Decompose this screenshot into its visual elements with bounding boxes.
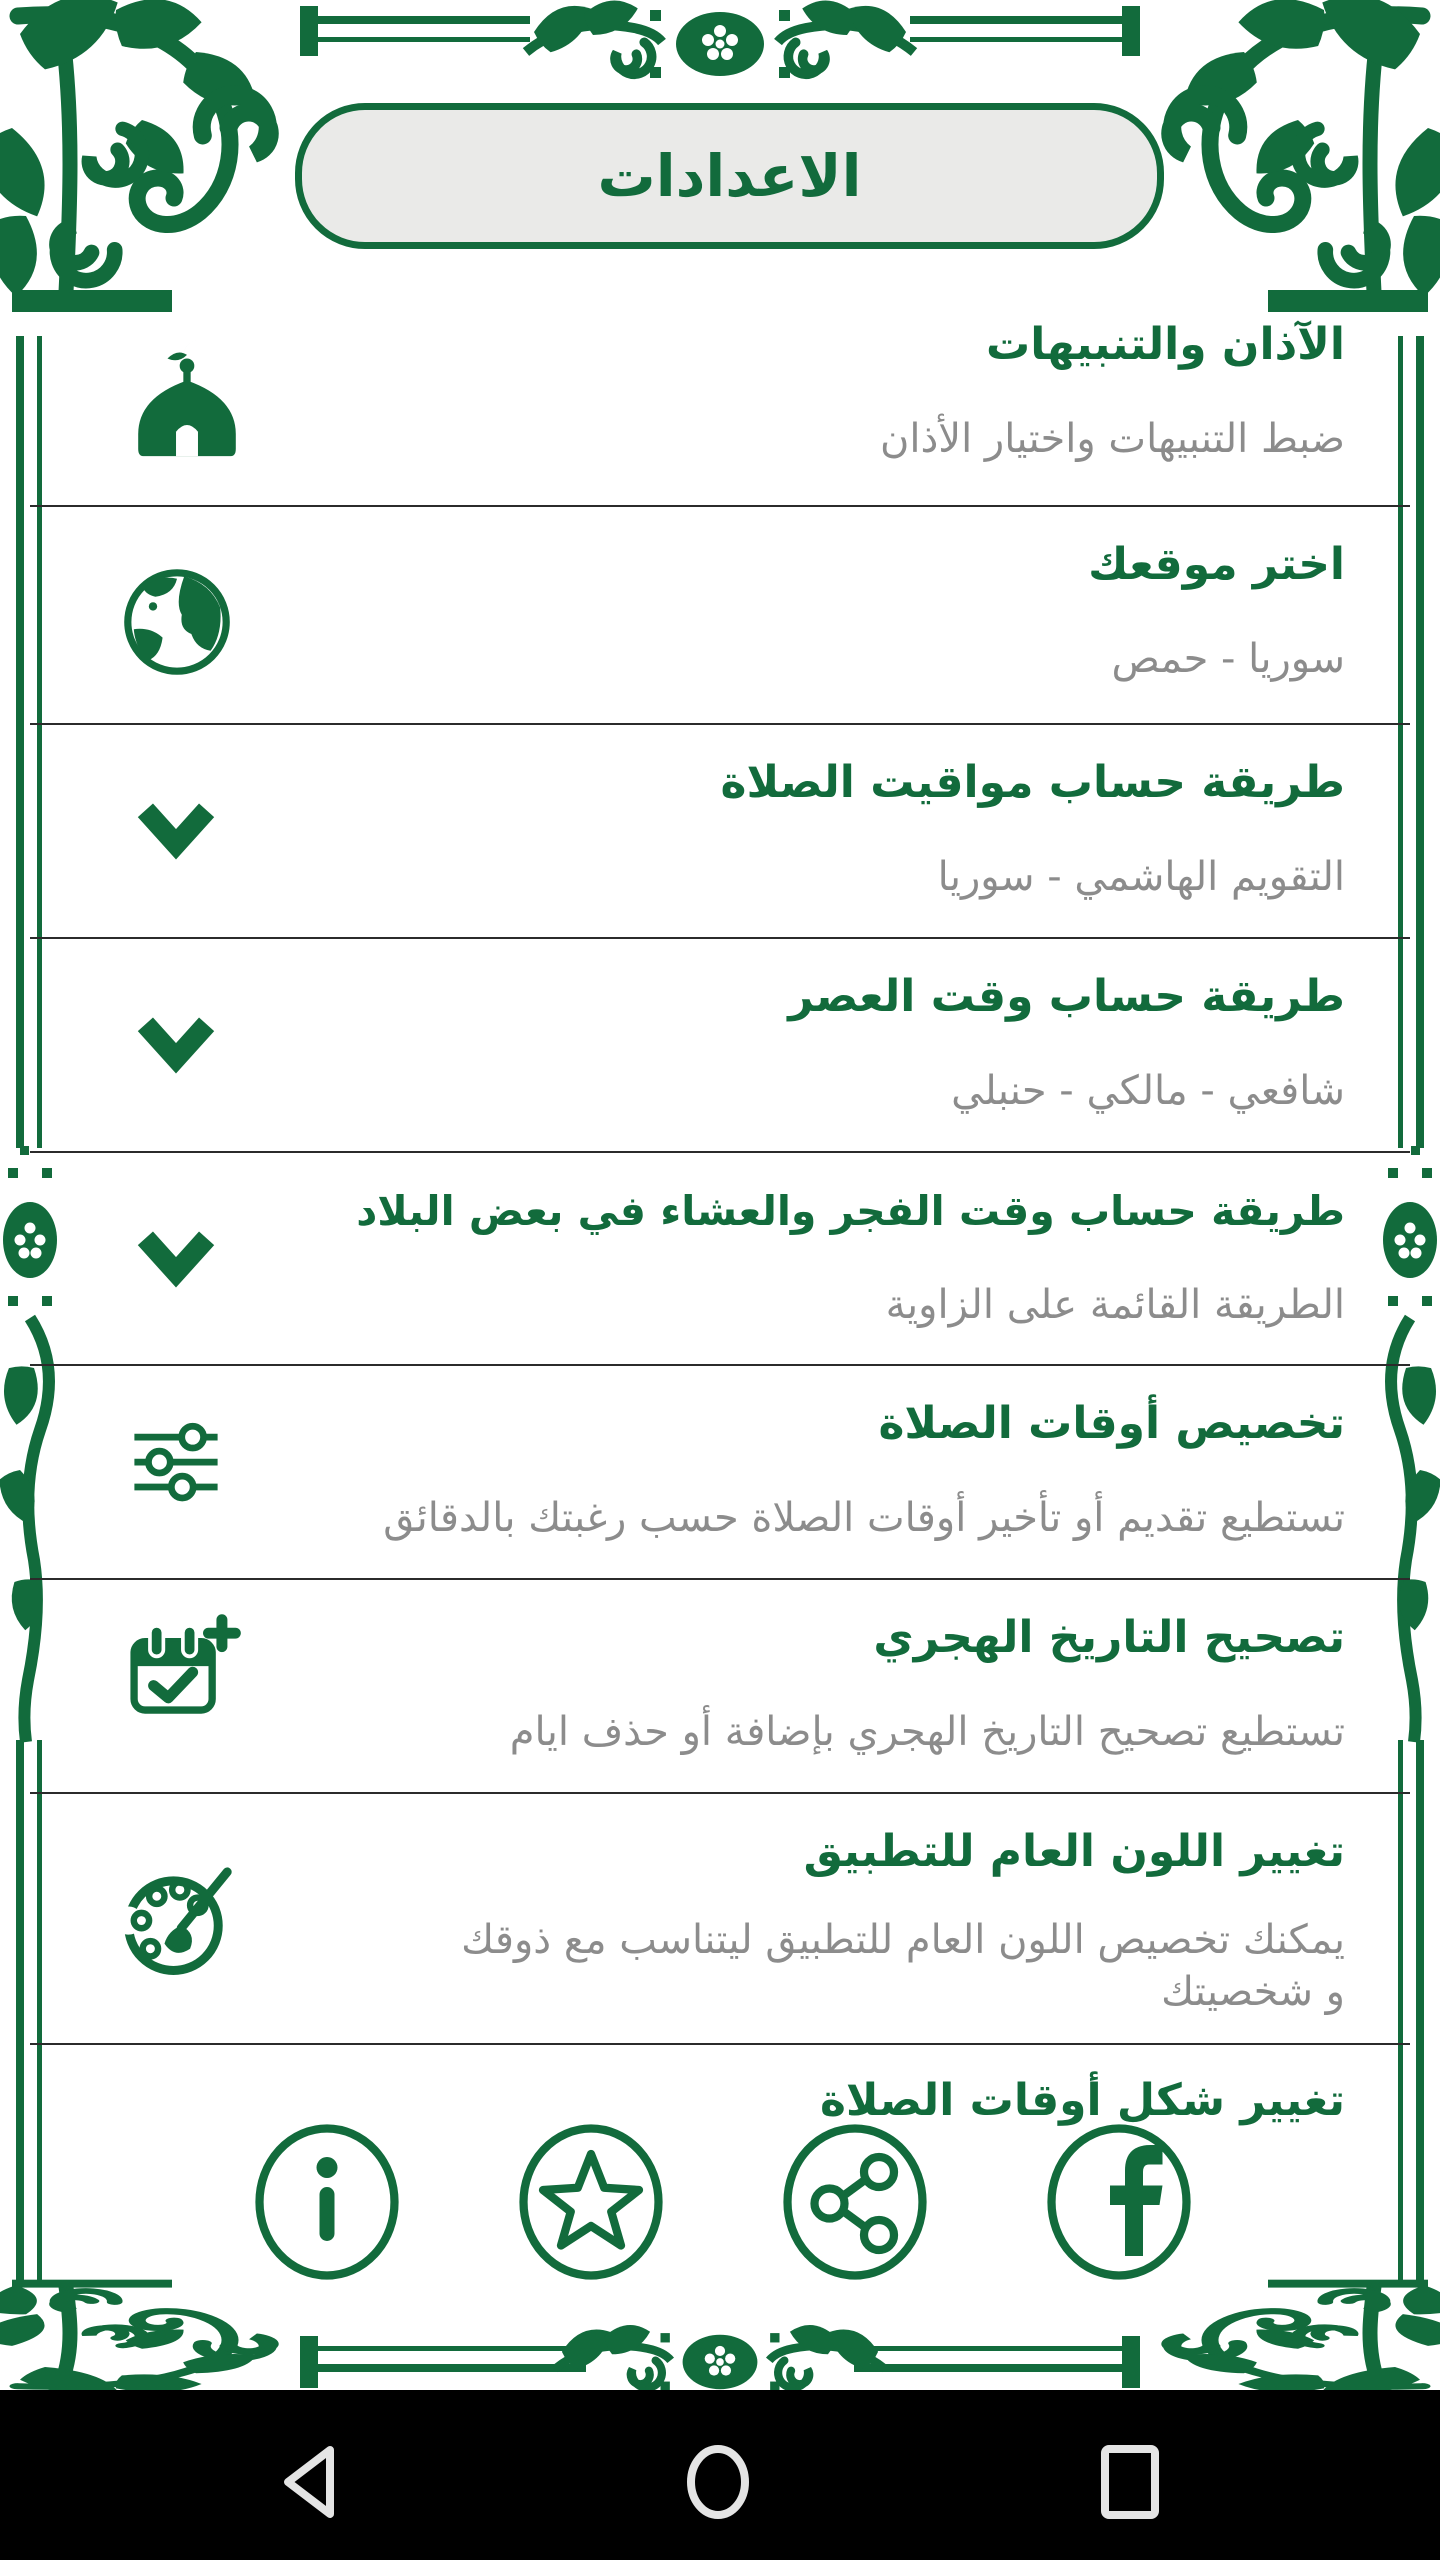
setting-title: تخصيص أوقات الصلاة (878, 1398, 1345, 1449)
setting-title: الآذان والتنبيهات (986, 319, 1345, 370)
sliders-icon (120, 1408, 232, 1512)
home-icon[interactable] (676, 2440, 760, 2524)
chevron-down-icon (122, 795, 230, 863)
settings-item-prayer-times-style[interactable] (30, 2043, 1410, 2128)
mosque-icon (126, 333, 248, 467)
page-title (295, 103, 1164, 249)
setting-subtitle: يمكنك تخصيص اللون العام للتطبيق ليتناسب مع ذوقك و شخصيتك (461, 1917, 1345, 2015)
palette-icon (112, 1854, 240, 1982)
setting-subtitle: سوريا - حمص (1111, 636, 1345, 682)
setting-title: طريقة حساب مواقيت الصلاة (720, 757, 1345, 808)
setting-title: تغيير شكل أوقات الصلاة (819, 2075, 1345, 2126)
setting-title: اختر موقعك (1088, 539, 1345, 590)
android-navigation-bar (0, 2390, 1440, 2560)
calendar-plus-icon (115, 1610, 241, 1732)
chevron-down-icon (122, 1009, 230, 1077)
setting-subtitle: تستطيع تقديم أو تأخير أوقات الصلاة حسب رغبتك بالدقائق (383, 1495, 1345, 1541)
settings-item-prayer-calc-method[interactable] (30, 723, 1410, 939)
setting-title: تغيير اللون العام للتطبيق (803, 1826, 1345, 1877)
setting-subtitle: الطريقة القائمة على الزاوية (885, 1282, 1345, 1328)
settings-item-hijri-date-correction[interactable] (30, 1578, 1410, 1794)
setting-subtitle: شافعي - مالكي - حنبلي (951, 1068, 1345, 1114)
info-button[interactable] (252, 2124, 402, 2280)
settings-item-app-color[interactable] (30, 1792, 1410, 2045)
page-title-text: الاعدادات (597, 142, 862, 210)
setting-subtitle: ضبط التنبيهات واختيار الأذان (879, 416, 1345, 462)
back-icon[interactable] (268, 2440, 352, 2524)
facebook-button[interactable] (1044, 2124, 1194, 2280)
settings-item-asr-calc-method[interactable] (30, 937, 1410, 1153)
setting-title: تصحيح التاريخ الهجري (873, 1612, 1345, 1663)
settings-item-location[interactable] (30, 505, 1410, 725)
share-button[interactable] (780, 2124, 930, 2280)
setting-subtitle: التقويم الهاشمي - سوريا (937, 854, 1345, 900)
setting-title: طريقة حساب وقت العصر (788, 971, 1345, 1022)
globe-icon (117, 562, 237, 682)
setting-subtitle: تستطيع تصحيح التاريخ الهجري بإضافة أو حذف ايام (509, 1709, 1345, 1755)
setting-title: طريقة حساب وقت الفجر والعشاء في بعض البلاد (356, 1187, 1345, 1235)
settings-item-adhan-notifications[interactable] (30, 285, 1410, 507)
settings-item-fajr-isha-calc-method[interactable] (30, 1151, 1410, 1366)
chevron-down-icon (122, 1223, 230, 1291)
star-rate-button[interactable] (516, 2124, 666, 2280)
settings-item-customize-prayer-times[interactable] (30, 1364, 1410, 1580)
recents-icon[interactable] (1088, 2440, 1172, 2524)
